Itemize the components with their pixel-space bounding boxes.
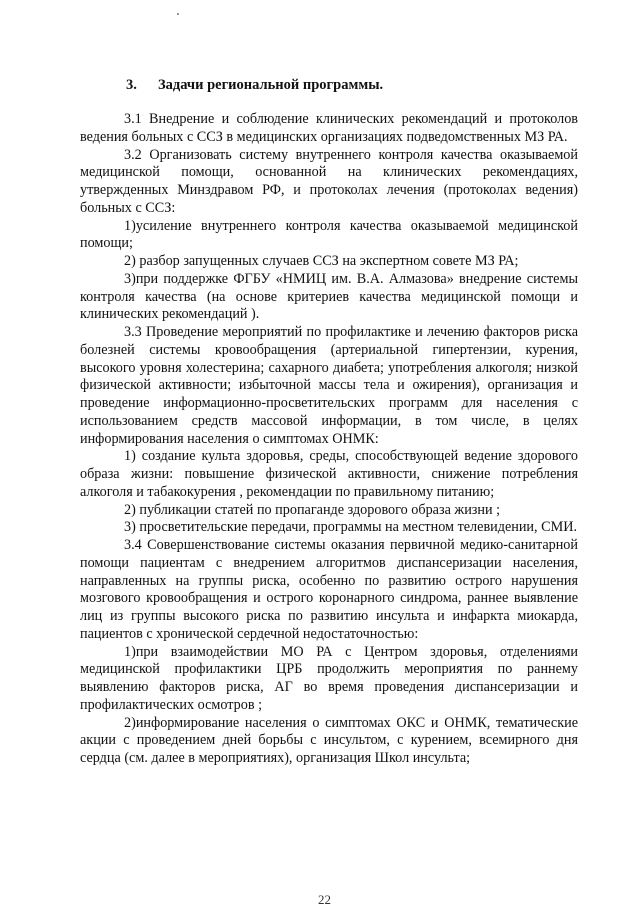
page-number: 22	[318, 892, 331, 907]
list-item-3-3-3: 3) просветительские передачи, программы на местном телевидении, СМИ.	[124, 519, 577, 536]
list-item-3-2-3: 3)при поддержке ФГБУ «НМИЦ им. В.А. Алмазова» внедрение системы контроля качества (на основе критериев качества медицинской помощи и клинических рекомендаций ).	[80, 270, 578, 323]
list-item-3-2-1: 1)усиление внутреннего контроля качества оказываемой медицинской помощи;	[80, 217, 578, 252]
list-item-3-3-2: 2) публикации статей по пропаганде здорового образа жизни ;	[124, 501, 501, 518]
scan-speck	[177, 13, 179, 15]
section-title: Задачи региональной программы.	[158, 77, 384, 93]
section-heading	[126, 76, 383, 94]
paragraph-3-2: 3.2 Организовать систему внутреннего контроля качества оказываемой медицинской помощи, основанной на клинических рекомендациях, утвержденных Минздравом РФ, и протоколах лечения (протоколах ведения) больных с ССЗ:	[80, 146, 578, 216]
paragraph-3-3: 3.3 Проведение мероприятий по профилактике и лечению факторов риска болезней системы кровообращения (артериальной гипертензии, курения, высокого уровня холестерина; сахарного диабета; употребления алкоголя; низкой физической активности; избыточной массы тела и ожирения), организация и проведение информационно-просветительских программ для населения с использованием средств массовой информации, в том числе, в целях информирования населения о симптомах ОНМК:	[80, 324, 578, 447]
paragraph-3-1: 3.1 Внедрение и соблюдение клинических рекомендаций и протоколов ведения больных с ССЗ в медицинских организациях подведомственных МЗ РА.	[80, 111, 578, 145]
section-number: 3.	[126, 77, 137, 93]
paragraph-3-4: 3.4 Совершенствование системы оказания первичной медико-санитарной помощи пациентам с внедрением алгоритмов диспансеризации населения, направленных на группы риска, особенно по развитию острого нарушения мозгового кровообращения и острого коронарного синдрома, раннее выявление лиц из группы высокого риска по развитию инсульта и инфаркта миокарда, пациентов с хронической сердечной недостаточностью:	[80, 537, 578, 642]
list-item-3-4-2: 2)информирование населения о симптомах ОКС и ОНМК, тематические акции с проведением дней борьбы с инсультом, с курением, всемирного дня сердца (см. далее в мероприятиях), организация Школ инсульта;	[80, 714, 578, 766]
list-item-3-2-2: 2) разбор запущенных случаев ССЗ на экспертном совете МЗ РА;	[124, 253, 519, 269]
body-text	[80, 111, 578, 768]
list-item-3-3-1: 1) создание культа здоровья, среды, способствующей ведение здорового образа жизни: повышение физической активности, снижение потребления алкоголя и табакокурения , рекомендации по правильному питанию;	[80, 448, 578, 500]
list-item-3-4-1: 1)при взаимодействии МО РА с Центром здоровья, отделениями медицинской профилактики ЦРБ продолжить мероприятия по раннему выявлению факторов риска, АГ во время проведения диспансеризации и профилактических осмотров ;	[80, 643, 578, 713]
